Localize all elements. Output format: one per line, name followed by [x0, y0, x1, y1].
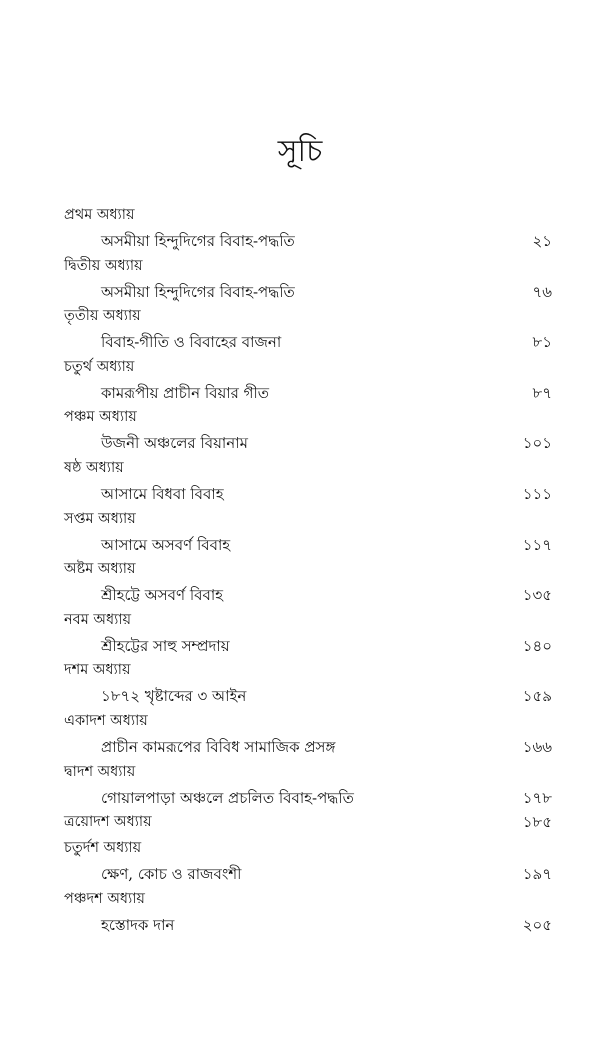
- chapter-title: আসামে অসবর্ণ বিবাহ: [101, 535, 231, 554]
- page-number: ১৩৫: [522, 586, 552, 605]
- toc-chapter-9: [0, 609, 600, 660]
- page-number: ১৭৮: [522, 788, 552, 807]
- chapter-title: গোয়ালপাড়া অঞ্চলে প্রচলিত বিবাহ-পদ্ধতি: [101, 788, 354, 807]
- chapter-label: দশম অধ্যায়: [64, 662, 131, 679]
- toc-chapter-10: [0, 659, 600, 710]
- toc-entry: [101, 482, 552, 506]
- toc-entry: [101, 330, 552, 354]
- toc-entry: [101, 431, 552, 455]
- page-number: ১৮৫: [522, 813, 552, 832]
- chapter-label: চতুর্থ অধ্যায়: [64, 358, 135, 375]
- toc-entry: [101, 533, 552, 557]
- page-title: সূচি: [277, 134, 323, 169]
- toc-chapter-6: [0, 457, 600, 508]
- toc-chapter-1: [0, 204, 600, 255]
- chapter-label: সপ্তম অধ্যায়: [64, 510, 136, 527]
- toc-chapter-8: [0, 558, 600, 609]
- toc-entry: [101, 634, 552, 658]
- page-number: ২১: [532, 232, 552, 250]
- toc-chapter-7: [0, 508, 600, 559]
- chapter-title: ক্ষেণ, কোচ ও রাজবংশী: [101, 865, 242, 884]
- chapter-title: বিবাহ-গীতি ও বিবাহের বাজনা: [101, 333, 282, 352]
- chapter-title: কামরূপীয় প্রাচীন বিয়ার গীত: [101, 383, 270, 402]
- toc-chapter-3: [0, 305, 600, 356]
- chapter-label: চতুর্দশ অধ্যায়: [64, 840, 142, 857]
- chapter-label: তৃতীয় অধ্যায়: [64, 308, 141, 325]
- page-number: ৮৭: [532, 383, 552, 402]
- page-number: ১৬৬: [522, 737, 552, 756]
- chapter-label: পঞ্চম অধ্যায়: [64, 409, 137, 426]
- chapter-label: একাদশ অধ্যায়: [64, 712, 148, 729]
- chapter-title: অসমীয়া হিন্দুদিগের বিবাহ-পদ্ধতি: [101, 282, 295, 301]
- page-number: ১৯৭: [522, 865, 552, 884]
- toc-chapter-12: [0, 761, 600, 812]
- chapter-title: শ্রীহট্টের সাহু সম্প্রদায়: [101, 636, 230, 655]
- page-number: ১১৭: [522, 535, 552, 554]
- toc-chapter-15: [0, 888, 600, 939]
- chapter-label: পঞ্চদশ অধ্যায়: [64, 890, 145, 907]
- chapter-title: উজনী অঞ্চলের বিয়ানাম: [101, 434, 248, 453]
- table-of-contents: [0, 204, 600, 938]
- toc-chapter-14: [0, 837, 600, 888]
- toc-entry: [101, 786, 552, 810]
- toc-entry: [101, 583, 552, 607]
- toc-entry: [101, 280, 552, 304]
- chapter-title: শ্রীহট্টে অসবর্ণ বিবাহ: [101, 586, 224, 605]
- toc-chapter-4: [0, 356, 600, 407]
- page-number: ২০৫: [522, 915, 552, 934]
- page-number: ৭৬: [532, 282, 552, 301]
- chapter-label: প্রথম অধ্যায়: [64, 207, 135, 223]
- toc-entry: [101, 862, 552, 886]
- toc-entry: [101, 381, 552, 405]
- toc-entry: [101, 735, 552, 759]
- toc-entry: [64, 811, 552, 833]
- toc-chapter-2: [0, 255, 600, 306]
- chapter-title: আসামে বিধবা বিবাহ: [101, 484, 224, 503]
- toc-chapter-5: [0, 406, 600, 457]
- chapter-label: ষষ্ঠ অধ্যায়: [64, 459, 124, 476]
- page-number: ১১১: [522, 484, 552, 503]
- chapter-label: দ্বিতীয় অধ্যায়: [64, 257, 143, 274]
- chapter-title: প্রাচীন কামরূপের বিবিধ সামাজিক প্রসঙ্গ: [101, 737, 336, 756]
- chapter-label: নবম অধ্যায়: [64, 611, 132, 628]
- chapter-title: হস্তোদক দান: [101, 915, 175, 934]
- chapter-title: অসমীয়া হিন্দুদিগের বিবাহ-পদ্ধতি: [101, 232, 295, 250]
- page-number: ১৫৯: [522, 687, 552, 706]
- toc-chapter-11: [0, 710, 600, 761]
- chapter-label: অষ্টম অধ্যায়: [64, 561, 136, 578]
- toc-chapter-13: [0, 811, 600, 837]
- chapter-label: ত্রয়োদশ অধ্যায়: [64, 814, 152, 831]
- page-number: ৮১: [532, 333, 552, 352]
- page-number: ১৪০: [522, 636, 552, 655]
- page-number: ১০১: [522, 434, 552, 453]
- chapter-title: ১৮৭২ খৃষ্টাব্দের ৩ আইন: [101, 687, 247, 706]
- toc-entry: [101, 229, 552, 253]
- toc-entry: [101, 684, 552, 708]
- chapter-label: দ্বাদশ অধ্যায়: [64, 763, 136, 780]
- toc-entry: [101, 913, 552, 937]
